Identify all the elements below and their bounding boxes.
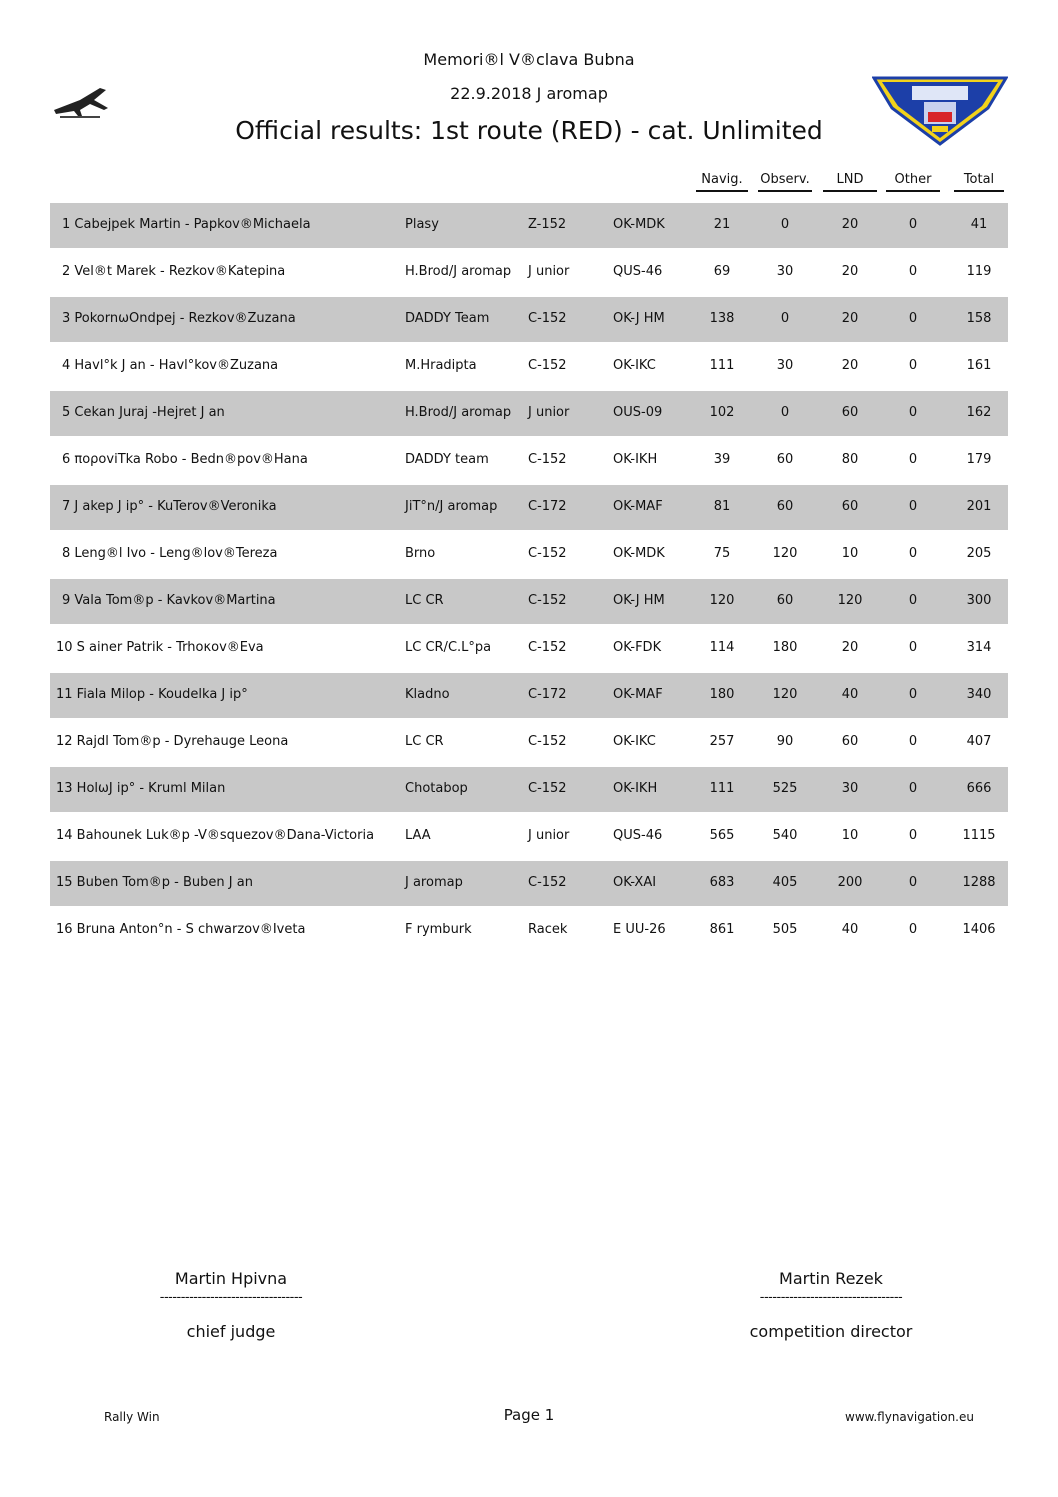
cell-navig: 180 <box>709 687 735 702</box>
cell-crew: 13 HolωJ ip° - Kruml Milan <box>56 781 226 796</box>
cell-club: DADDY Team <box>405 311 490 326</box>
cell-lnd: 60 <box>841 734 859 749</box>
cell-club: Kladno <box>405 687 450 702</box>
cell-reg: OK-J HM <box>613 311 665 326</box>
cell-crew: 12 Rajdl Tom®p - Dyrehauge Leona <box>56 734 289 749</box>
cell-club: M.Hradipta <box>405 358 477 373</box>
cell-club: H.Brod/J aromap <box>405 264 512 279</box>
cell-crew: 2 Vel®t Marek - Rezkov®Katepina <box>62 264 286 279</box>
cell-plane: C-152 <box>528 734 567 749</box>
cell-other: 0 <box>908 687 918 702</box>
cell-total: 161 <box>966 358 992 373</box>
cell-reg: QUS-46 <box>613 828 663 843</box>
cell-other: 0 <box>908 264 918 279</box>
competition-director-name: Martin Rezek <box>779 1269 883 1288</box>
column-header-observ: Observ. <box>758 172 812 192</box>
cell-lnd: 120 <box>837 593 863 608</box>
cell-total: 300 <box>966 593 992 608</box>
table-row <box>50 908 1008 953</box>
cell-other: 0 <box>908 781 918 796</box>
cell-other: 0 <box>908 311 918 326</box>
cell-observ: 90 <box>776 734 794 749</box>
cell-crew: 4 Havl°k J an - Havl°kov®Zuzana <box>62 358 279 373</box>
event-name: Memori®l V®clava Bubna <box>423 50 635 69</box>
cell-reg: OK-IKH <box>613 452 658 467</box>
cell-club: LAA <box>405 828 431 843</box>
cell-observ: 0 <box>780 217 790 232</box>
cell-navig: 138 <box>709 311 735 326</box>
cell-reg: OK-MAF <box>613 499 663 514</box>
cell-plane: C-152 <box>528 452 567 467</box>
cell-lnd: 20 <box>841 311 859 326</box>
cell-reg: OK-IKC <box>613 358 656 373</box>
cell-plane: C-152 <box>528 358 567 373</box>
table-row <box>50 814 1008 859</box>
cell-other: 0 <box>908 546 918 561</box>
cell-total: 314 <box>966 640 992 655</box>
cell-navig: 69 <box>713 264 731 279</box>
table-row <box>50 720 1008 765</box>
cell-club: LC CR <box>405 593 444 608</box>
chief-judge-name: Martin Hpivna <box>174 1269 288 1288</box>
cell-observ: 505 <box>772 922 798 937</box>
cell-lnd: 80 <box>841 452 859 467</box>
cell-total: 201 <box>966 499 992 514</box>
event-date: 22.9.2018 J aromap <box>450 84 608 103</box>
page-title: Official results: 1st route (RED) - cat. Unlimited <box>235 116 823 145</box>
cell-lnd: 20 <box>841 640 859 655</box>
cell-observ: 30 <box>776 264 794 279</box>
cell-navig: 683 <box>709 875 735 890</box>
footer-website-link[interactable]: www.flynavigation.eu <box>845 1410 974 1424</box>
cell-observ: 60 <box>776 452 794 467</box>
cell-reg: OUS-09 <box>613 405 663 420</box>
cell-other: 0 <box>908 734 918 749</box>
cell-lnd: 10 <box>841 546 859 561</box>
cell-total: 119 <box>966 264 992 279</box>
cell-navig: 81 <box>713 499 731 514</box>
cell-crew: 5 Cekan Juraj -Hejret J an <box>62 405 225 420</box>
cell-total: 1115 <box>962 828 996 843</box>
table-row <box>50 250 1008 295</box>
cell-observ: 30 <box>776 358 794 373</box>
cell-observ: 0 <box>780 311 790 326</box>
cell-crew: 14 Bahounek Luk®p -V®squezov®Dana-Victoria <box>56 828 375 843</box>
cell-club: Plasy <box>405 217 439 232</box>
cell-reg: OK-MDK <box>613 217 665 232</box>
table-row <box>50 391 1008 436</box>
cell-other: 0 <box>908 593 918 608</box>
cell-reg: OK-FDK <box>613 640 662 655</box>
cell-crew: 3 PokornωOndpej - Rezkov®Zuzana <box>62 311 296 326</box>
cell-lnd: 30 <box>841 781 859 796</box>
competition-director-role: competition director <box>749 1322 913 1341</box>
cell-total: 1288 <box>962 875 996 890</box>
cell-reg: OK-IKH <box>613 781 658 796</box>
cell-other: 0 <box>908 499 918 514</box>
footer-page-number: Page 1 <box>503 1406 555 1424</box>
table-row <box>50 344 1008 389</box>
cell-other: 0 <box>908 358 918 373</box>
cell-total: 1406 <box>962 922 996 937</box>
cell-crew: 9 Vala Tom®p - Kavkov®Martina <box>62 593 276 608</box>
cell-other: 0 <box>908 875 918 890</box>
cell-crew: 11 Fiala Milop - Koudelka J ip° <box>56 687 248 702</box>
cell-total: 205 <box>966 546 992 561</box>
cell-plane: C-152 <box>528 311 567 326</box>
cell-club: F rymburk <box>405 922 472 937</box>
cell-reg: OK-IKC <box>613 734 656 749</box>
cell-crew: 15 Buben Tom®p - Buben J an <box>56 875 253 890</box>
cell-plane: C-172 <box>528 687 567 702</box>
cell-other: 0 <box>908 828 918 843</box>
table-row <box>50 579 1008 624</box>
cell-lnd: 10 <box>841 828 859 843</box>
cell-navig: 861 <box>709 922 735 937</box>
cell-observ: 405 <box>772 875 798 890</box>
cell-reg: QUS-46 <box>613 264 663 279</box>
cell-crew: 1 Cabejpek Martin - Papkov®Michaela <box>62 217 311 232</box>
cell-navig: 39 <box>713 452 731 467</box>
table-row <box>50 532 1008 577</box>
cell-crew: 10 S ainer Patrik - Trhoκov®Eva <box>56 640 264 655</box>
cell-total: 666 <box>966 781 992 796</box>
cell-total: 158 <box>966 311 992 326</box>
cell-reg: OK-MDK <box>613 546 665 561</box>
cell-plane: C-152 <box>528 593 567 608</box>
cell-lnd: 20 <box>841 217 859 232</box>
cell-other: 0 <box>908 640 918 655</box>
cell-observ: 540 <box>772 828 798 843</box>
cell-club: Chotabop <box>405 781 468 796</box>
footer-software: Rally Win <box>104 1410 160 1424</box>
cell-lnd: 20 <box>841 264 859 279</box>
cell-club: H.Brod/J aromap <box>405 405 512 420</box>
cell-other: 0 <box>908 922 918 937</box>
cell-plane: Z-152 <box>528 217 567 232</box>
table-row <box>50 438 1008 483</box>
cell-navig: 111 <box>709 358 735 373</box>
table-row <box>50 485 1008 530</box>
cell-crew: 16 Bruna Anton°n - S chwarzov®Iveta <box>56 922 306 937</box>
cell-observ: 120 <box>772 546 798 561</box>
cell-lnd: 200 <box>837 875 863 890</box>
cell-club: J aromap <box>405 875 463 890</box>
cell-plane: C-152 <box>528 875 567 890</box>
cell-reg: E UU-26 <box>613 922 666 937</box>
cell-navig: 120 <box>709 593 735 608</box>
table-row <box>50 626 1008 671</box>
competition-director-signature-line: ---------------------------------- <box>759 1290 903 1305</box>
cell-other: 0 <box>908 452 918 467</box>
cell-observ: 525 <box>772 781 798 796</box>
cell-other: 0 <box>908 405 918 420</box>
cell-total: 162 <box>966 405 992 420</box>
cell-plane: J unior <box>528 828 570 843</box>
chief-judge-role: chief judge <box>186 1322 276 1341</box>
cell-total: 41 <box>970 217 988 232</box>
cell-navig: 75 <box>713 546 731 561</box>
cell-club: LC CR <box>405 734 444 749</box>
column-header-navig: Navig. <box>696 172 748 192</box>
cell-observ: 60 <box>776 593 794 608</box>
cell-lnd: 40 <box>841 687 859 702</box>
cell-plane: J unior <box>528 405 570 420</box>
column-header-other: Other <box>886 172 940 192</box>
cell-reg: OK-XAI <box>613 875 657 890</box>
table-row <box>50 861 1008 906</box>
cell-total: 340 <box>966 687 992 702</box>
column-header-lnd: LND <box>823 172 877 192</box>
cell-plane: C-172 <box>528 499 567 514</box>
cell-crew: 8 Leng®l Ivo - Leng®lov®Tereza <box>62 546 278 561</box>
cell-plane: Racek <box>528 922 568 937</box>
cell-crew: 7 J akep J ip° - KuTerov®Veronika <box>62 499 277 514</box>
cell-navig: 111 <box>709 781 735 796</box>
chief-judge-signature-line: ---------------------------------- <box>159 1290 303 1305</box>
cell-plane: C-152 <box>528 640 567 655</box>
column-header-total: Total <box>954 172 1004 192</box>
cell-navig: 21 <box>713 217 731 232</box>
cell-observ: 120 <box>772 687 798 702</box>
cell-lnd: 60 <box>841 499 859 514</box>
cell-lnd: 40 <box>841 922 859 937</box>
table-row <box>50 767 1008 812</box>
cell-lnd: 60 <box>841 405 859 420</box>
cell-other: 0 <box>908 217 918 232</box>
cell-plane: J unior <box>528 264 570 279</box>
cell-observ: 60 <box>776 499 794 514</box>
cell-observ: 0 <box>780 405 790 420</box>
cell-plane: C-152 <box>528 546 567 561</box>
cell-club: JiT°n/J aromap <box>405 499 498 514</box>
cell-club: DADDY team <box>405 452 489 467</box>
cell-observ: 180 <box>772 640 798 655</box>
cell-total: 179 <box>966 452 992 467</box>
cell-total: 407 <box>966 734 992 749</box>
cell-lnd: 20 <box>841 358 859 373</box>
cell-reg: OK-MAF <box>613 687 663 702</box>
cell-navig: 257 <box>709 734 735 749</box>
cell-club: Brno <box>405 546 436 561</box>
table-row <box>50 297 1008 342</box>
cell-navig: 114 <box>709 640 735 655</box>
table-row <box>50 203 1008 248</box>
cell-reg: OK-J HM <box>613 593 665 608</box>
cell-navig: 565 <box>709 828 735 843</box>
cell-club: LC CR/C.L°pa <box>405 640 492 655</box>
cell-navig: 102 <box>709 405 735 420</box>
cell-plane: C-152 <box>528 781 567 796</box>
table-row <box>50 673 1008 718</box>
cell-crew: 6 πoροviTka Robo - Bedn®pov®Hana <box>62 452 308 467</box>
